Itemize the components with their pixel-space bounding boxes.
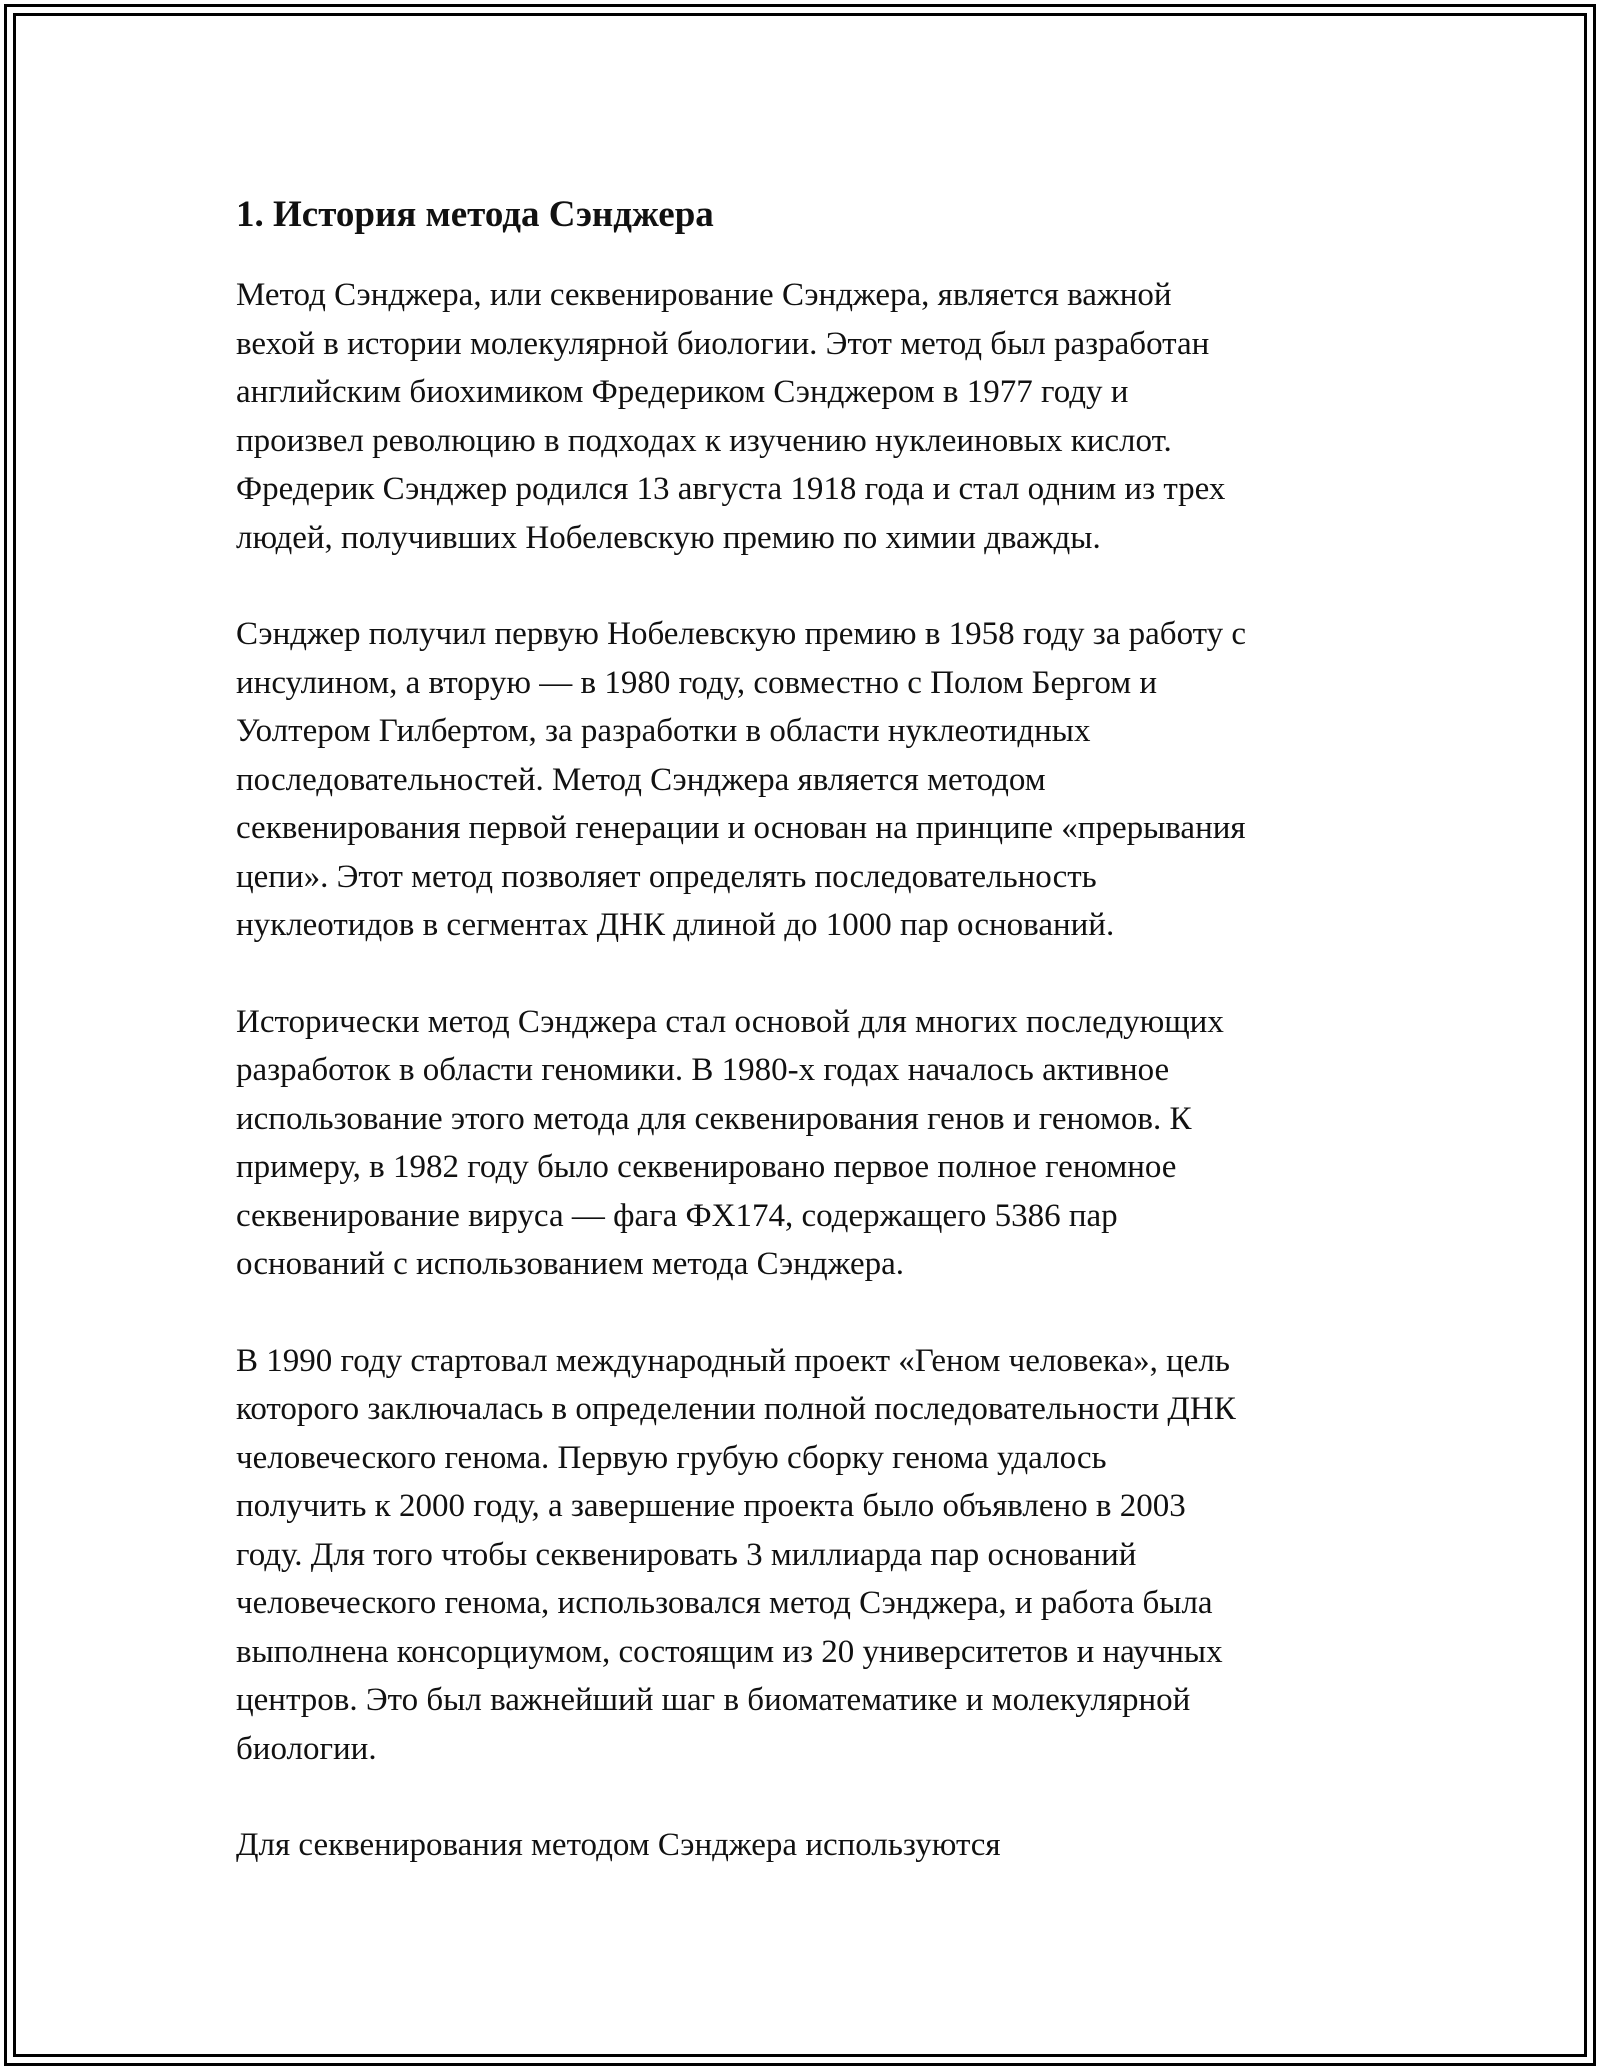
document-body xyxy=(236,185,1376,1918)
paragraph-sequencing-materials: Для секвенирования методом Сэнджера используются xyxy=(236,1827,1001,1863)
paragraph-human-genome-project: В 1990 году стартовал международный проект «Геном человека», цель которого заключалась в определении полной последовательности ДНК человеческого генома. Первую грубую сборку генома удалось получить к 2000 году, а завершение проекта было объявлено в 2003 году. Для того чтобы секвенировать 3 миллиарда пар оснований человеческого генома, использовался метод Сэнджера, и работа была выполнена консорциумом, состоящим из 20 университетов и научных центров. Это был важнейший шаг в биоматематике и молекулярной биологии. xyxy=(236,1342,1236,1767)
paragraph-nobel-prizes: Сэнджер получил первую Нобелевскую премию в 1958 году за работу с инсулином, а вторую — в 1980 году, совместно с Полом Бергом и Уолтером Гилбертом, за разработки в области нуклеотидных последовательностей. Метод Сэнджера является методом секвенирования первой генерации и основан на принципе «прерывания цепи». Этот метод позволяет определять последовательность нуклеотидов в сегментах ДНК длиной до 1000 пар оснований. xyxy=(236,616,1247,943)
section-heading: 1. История метода Сэнджера xyxy=(236,194,714,235)
paragraph-genomics-history: Исторически метод Сэнджера стал основой для многих последующих разработок в области геномики. В 1980-х годах началось активное использование этого метода для секвенирования генов и геномов. К примеру, в 1982 году было секвенировано первое полное геномное секвенирование вируса — фага ФХ174, содержащего 5386 пар оснований с использованием метода Сэнджера. xyxy=(236,1003,1224,1282)
paragraph-sanger-intro: Метод Сэнджера, или секвенирование Сэнджера, является важной вехой в истории молекулярной биологии. Этот метод был разработан английским биохимиком Фредериком Сэнджером в 1977 году и произвел революцию в подходах к изучению нуклеиновых кислот. Фредерик Сэнджер родился 13 августа 1918 года и стал одним из трех людей, получивших Нобелевскую премию по химии дважды. xyxy=(236,277,1226,556)
